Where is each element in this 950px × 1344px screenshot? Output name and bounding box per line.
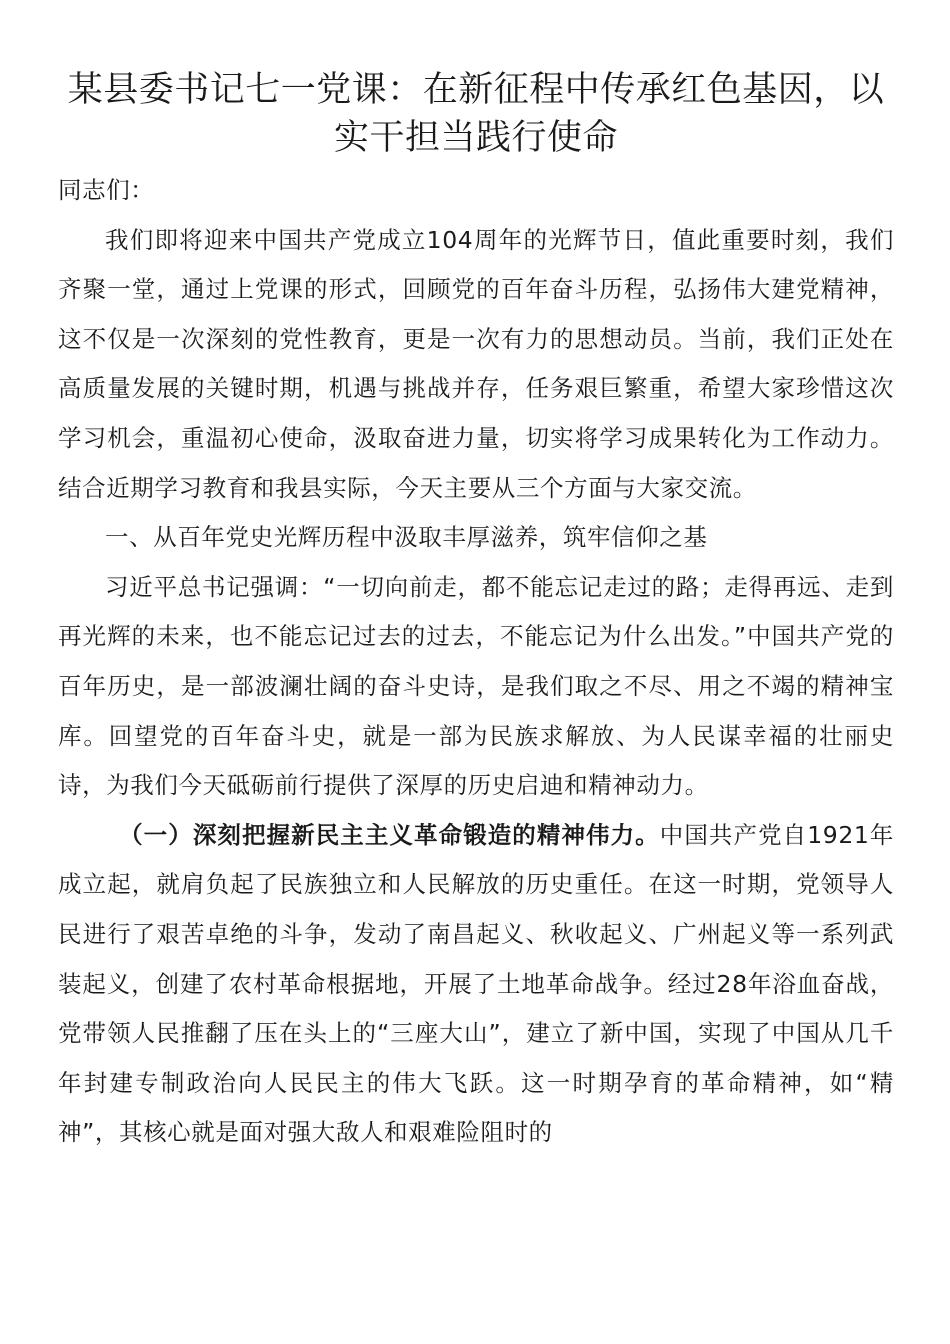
subsection-paragraph	[58, 811, 894, 1158]
subsection-text: 中国共产党自1921年成立起，就肩负起了民族独立和人民解放的历史重任。在这一时期，党领导人民进行了艰苦卓绝的斗争，发动了南昌起义、秋收起义、广州起义等一系列武装起义，创建了农村革命根据地，开展了土地革命战争。经过28年浴血奋战，党带领人民推翻了压在头上的“三座大山”，建立了新中国，实现了中国从几千年封建专制政治向人民民主的伟大飞跃。这一时期孕育的革命精神，如“精神”，其核心就是面对强大敌人和艰难险阻时的	[58, 820, 895, 1147]
section-paragraph: 习近平总书记强调：“一切向前走，都不能忘记走过的路；走得再远、走到再光辉的未来，也不能忘记过去的过去，不能忘记为什么出发。”中国共产党的百年历史，是一部波澜壮阔的奋斗史诗，是我们取之不尽、用之不竭的精神宝库。回望党的百年奋斗史，就是一部为民族求解放、为人民谋幸福的壮丽史诗，为我们今天砥砺前行提供了深厚的历史启迪和精神动力。	[58, 572, 894, 800]
document-title: 某县委书记七一党课：在新征程中传承红色基因，以实干担当践行使命	[67, 70, 885, 158]
subsection-heading: （一）深刻把握新民主主义革命锻造的精神伟力。	[119, 820, 660, 849]
section-heading: 一、从百年党史光辉历程中汲取丰厚滋养，筑牢信仰之基	[105, 523, 708, 552]
intro-paragraph: 我们即将迎来中国共产党成立104周年的光辉节日，值此重要时刻，我们齐聚一堂，通过上党课的形式，回顾党的百年奋斗历程，弘扬伟大建党精神，这不仅是一次深刻的党性教育，更是一次有力的思想动员。当前，我们正处在高质量发展的关键时期，机遇与挑战并存，任务艰巨繁重，希望大家珍惜这次学习机会，重温初心使命，汲取奋进力量，切实将学习成果转化为工作动力。结合近期学习教育和我县实际，今天主要从三个方面与大家交流。	[58, 225, 894, 502]
salutation: 同志们：	[58, 176, 155, 204]
document-page	[58, 66, 894, 1158]
document-body	[58, 166, 894, 1158]
